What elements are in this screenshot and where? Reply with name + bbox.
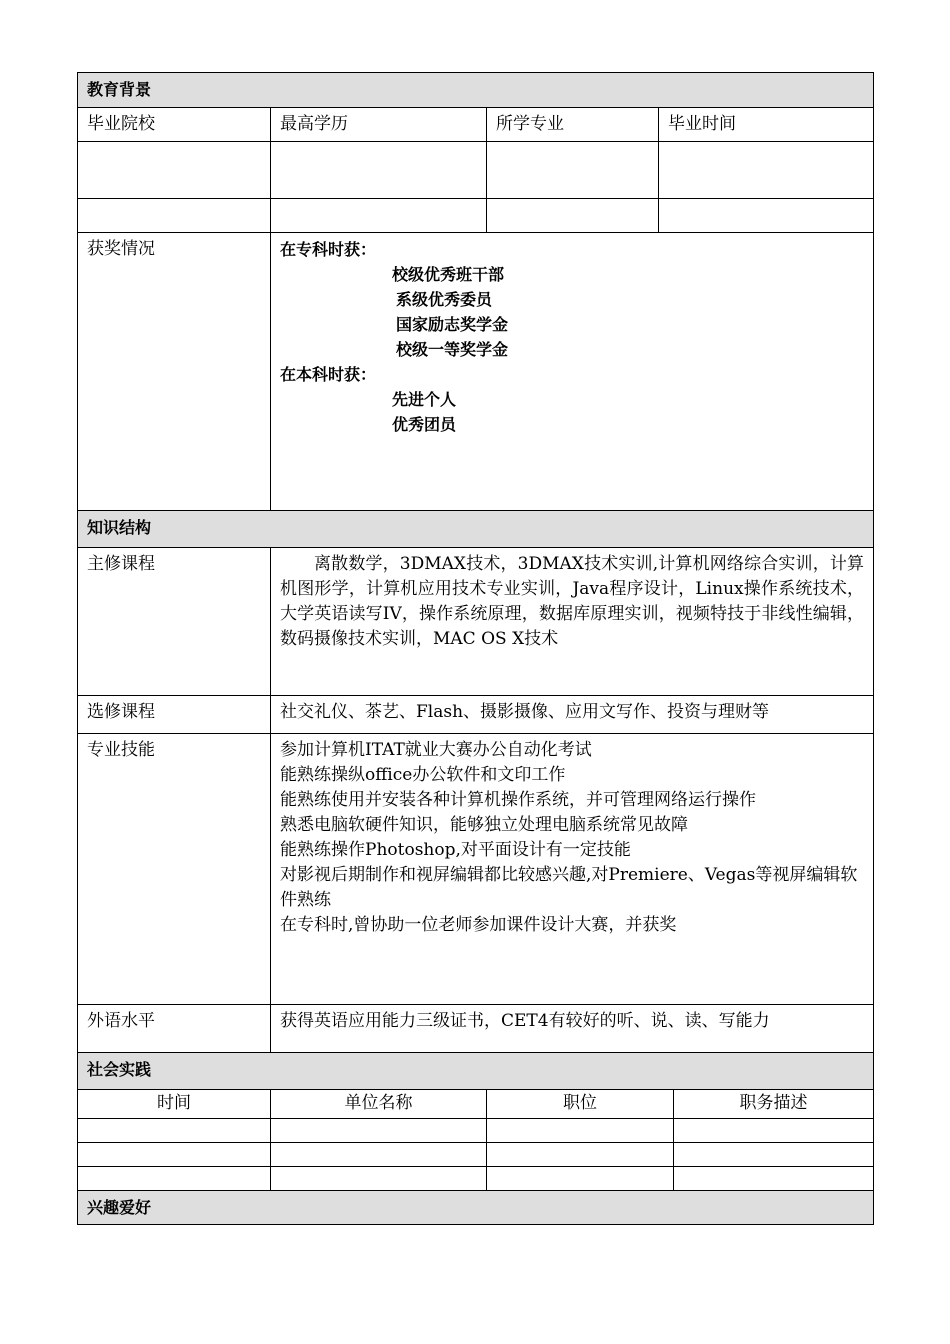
- award-item: 国家励志奖学金: [396, 315, 509, 334]
- awards-content: [271, 233, 874, 511]
- practice-row-3: [78, 1167, 874, 1191]
- elective-courses-text: 社交礼仪、茶艺、Flash、摄影摄像、应用文写作、投资与理财等: [271, 696, 874, 734]
- skills-row: [78, 734, 874, 1005]
- education-cell: [78, 199, 271, 233]
- award-item: 校级优秀班干部: [392, 265, 505, 284]
- hobbies-section-row: [78, 1191, 874, 1225]
- skill-line: 能熟练操纵office办公软件和文印工作: [280, 765, 566, 785]
- major-courses-text: 离散数学，3DMAX技术，3DMAX技术实训,计算机网络综合实训，计算机图形学，计算机应用技术专业实训，Java程序设计，Linux操作系统技术，大学英语读写IV，操作系统原理，数据库原理实训，视频特技于非线性编辑，数码摄像技术实训，MAC OS X技术: [271, 548, 874, 696]
- practice-cell: [487, 1119, 674, 1143]
- language-row: [78, 1005, 874, 1053]
- education-cell: [659, 199, 874, 233]
- skill-line: 参加计算机ITAT就业大赛办公自动化考试: [280, 740, 592, 760]
- skill-line: 能熟练操作Photoshop,对平面设计有一定技能: [280, 840, 631, 860]
- awards-row: [78, 233, 874, 511]
- award-item: 系级优秀委员: [396, 290, 493, 309]
- education-row-2: [78, 199, 874, 233]
- skill-line: 对影视后期制作和视屏编辑都比较感兴趣,对Premiere、Vegas等视屏编辑软件熟练: [280, 865, 858, 910]
- education-cell: [487, 199, 659, 233]
- education-section-title: 教育背景: [78, 73, 874, 108]
- practice-cell: [78, 1119, 271, 1143]
- header-position: 职位: [487, 1090, 674, 1119]
- award-item: 先进个人: [392, 390, 457, 409]
- education-cell: [78, 142, 271, 199]
- header-duties: 职务描述: [674, 1090, 874, 1119]
- practice-cell: [674, 1119, 874, 1143]
- practice-section-title: 社会实践: [78, 1053, 874, 1090]
- skill-line: 能熟练使用并安装各种计算机操作系统，并可管理网络运行操作: [280, 790, 756, 810]
- header-graduation-date: 毕业时间: [659, 108, 874, 142]
- skills-content: [271, 734, 874, 1005]
- practice-cell: [78, 1143, 271, 1167]
- practice-row-2: [78, 1143, 874, 1167]
- major-courses-row: [78, 548, 874, 696]
- knowledge-section-title: 知识结构: [78, 511, 874, 548]
- practice-cell: [271, 1167, 487, 1191]
- header-time: 时间: [78, 1090, 271, 1119]
- practice-cell: [674, 1143, 874, 1167]
- elective-courses-row: [78, 696, 874, 734]
- header-organization: 单位名称: [271, 1090, 487, 1119]
- practice-cell: [78, 1167, 271, 1191]
- resume-table: [77, 72, 874, 1225]
- elective-courses-label: 选修课程: [78, 696, 271, 734]
- practice-cell: [487, 1143, 674, 1167]
- education-cell: [271, 199, 487, 233]
- awards-label: 获奖情况: [78, 233, 271, 511]
- header-highest-degree: 最高学历: [271, 108, 487, 142]
- header-major: 所学专业: [487, 108, 659, 142]
- skills-label: 专业技能: [78, 734, 271, 1005]
- language-label: 外语水平: [78, 1005, 271, 1053]
- award-item: 优秀团员: [392, 415, 457, 434]
- practice-cell: [674, 1167, 874, 1191]
- practice-cell: [271, 1119, 487, 1143]
- education-section-row: [78, 73, 874, 108]
- knowledge-section-row: [78, 511, 874, 548]
- skill-line: 熟悉电脑软硬件知识，能够独立处理电脑系统常见故障: [280, 815, 688, 835]
- practice-section-row: [78, 1053, 874, 1090]
- awards-college-heading: 在专科时获：: [280, 240, 377, 259]
- skill-line: 在专科时,曾协助一位老师参加课件设计大赛，并获奖: [280, 915, 677, 935]
- header-graduate-school: 毕业院校: [78, 108, 271, 142]
- education-row-1: [78, 142, 874, 199]
- award-item: 校级一等奖学金: [396, 340, 509, 359]
- practice-cell: [487, 1167, 674, 1191]
- language-text: 获得英语应用能力三级证书，CET4有较好的听、说、读、写能力: [271, 1005, 874, 1053]
- education-cell: [487, 142, 659, 199]
- education-cell: [659, 142, 874, 199]
- major-courses-label: 主修课程: [78, 548, 271, 696]
- hobbies-section-title: 兴趣爱好: [78, 1191, 874, 1225]
- education-cell: [271, 142, 487, 199]
- practice-row-1: [78, 1119, 874, 1143]
- awards-university-heading: 在本科时获：: [280, 365, 377, 384]
- practice-header-row: [78, 1090, 874, 1119]
- education-header-row: [78, 108, 874, 142]
- practice-cell: [271, 1143, 487, 1167]
